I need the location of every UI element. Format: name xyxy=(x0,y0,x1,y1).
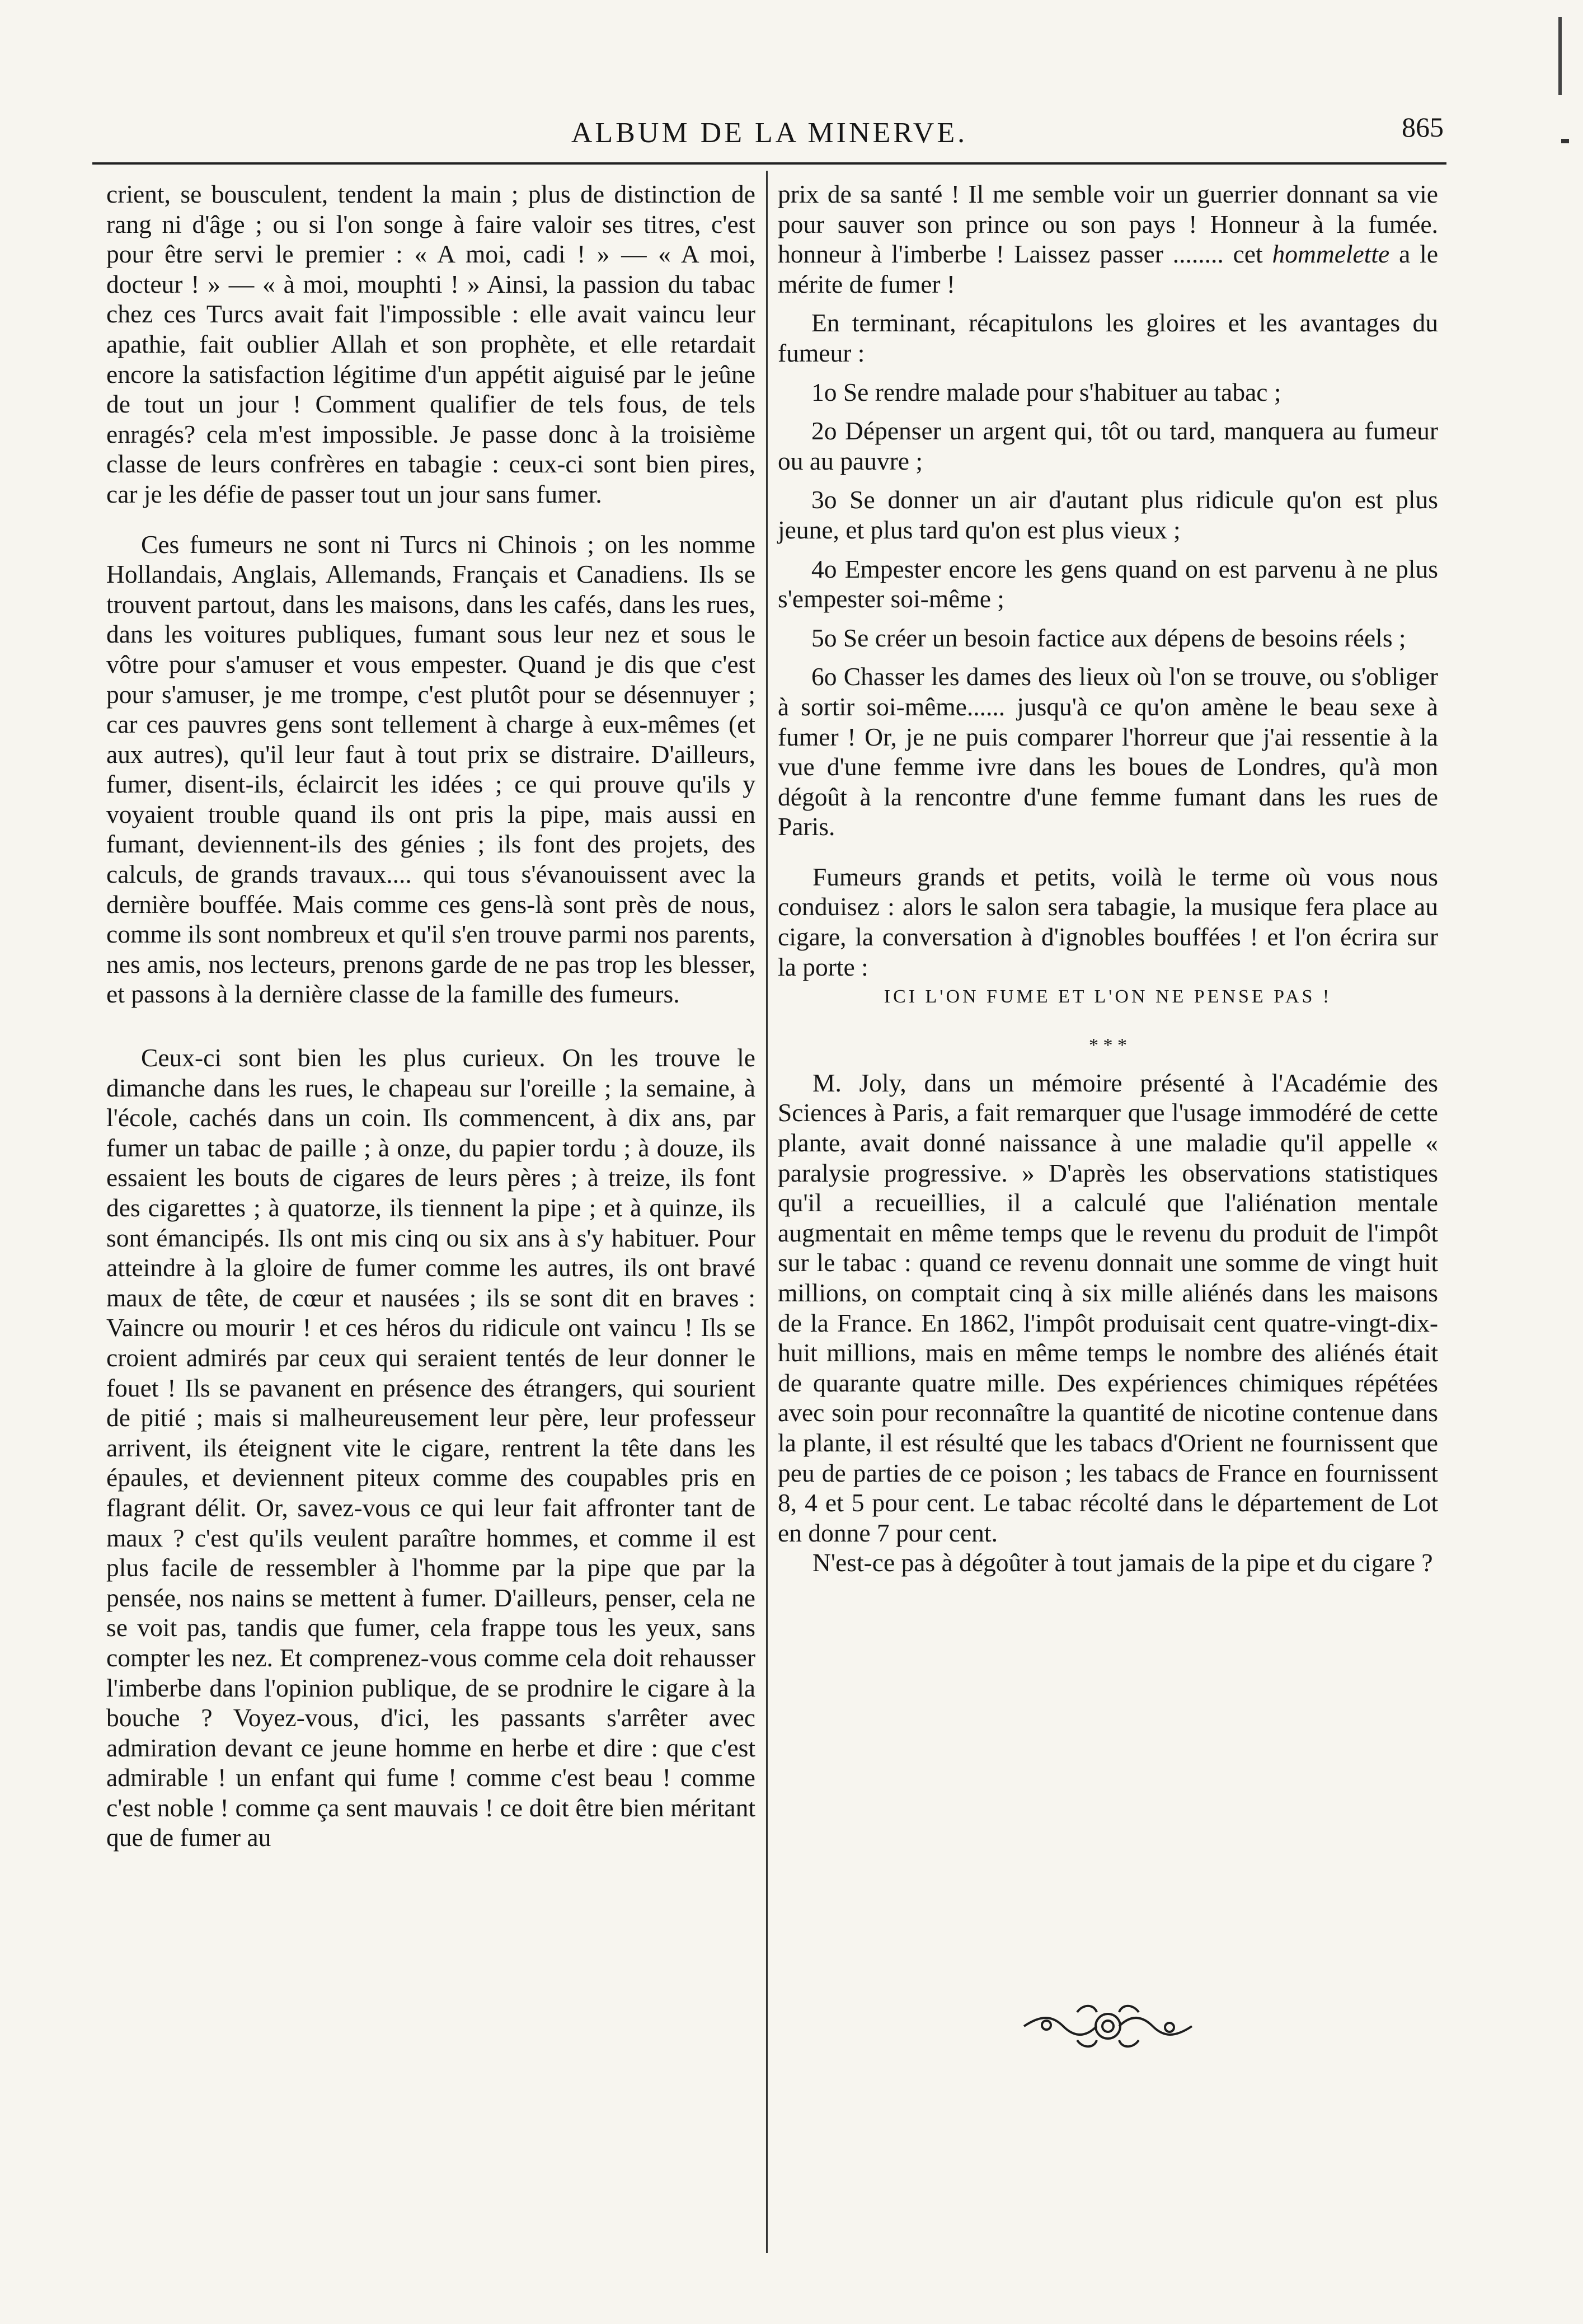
list-item: 4o Empester encore les gens quand on est parvenu à ne plus s'empester soi-même ; xyxy=(778,554,1438,613)
right-paragraph-3: Fumeurs grands et petits, voilà le terme où vous nous conduisez : alors le salon sera tabagie, la musique fera place au cigare, la conversation à d'ignobles bouffées ! et l'on écrira sur la porte : xyxy=(778,862,1438,981)
hommelette-word: hommelette xyxy=(1272,240,1390,269)
page-header xyxy=(95,106,1444,151)
running-title: ALBUM DE LA MINERVE. xyxy=(571,117,968,149)
page-number: 865 xyxy=(1402,111,1444,143)
column-divider xyxy=(766,171,768,2253)
right-paragraph-1-end: a le mérite de fumer ! xyxy=(778,240,1439,298)
right-paragraph-2: En terminant, récapitulons les gloires et les avantages du fumeur : xyxy=(778,308,1438,367)
list-item: 1o Se rendre malade pour s'habituer au tabac ; xyxy=(811,377,1281,406)
left-paragraph-1: crient, se bousculent, tendent la main ; plus de distinction de rang ni d'âge ; ou si l'on songe à faire valoir ses titres, c'est pour être servi le premier : « A moi, cadi ! » — « A moi, docteur ! » — « à moi, mouphti ! » Ainsi, la passion du tabac chez ces Turcs avait fait l'impossible : elle avait vaincu leur apathie, fait oublier Allah et son prophète, et elle retardait encore la satisfaction légitime d'un appétit aiguisé par le jeûne de tout un jour ! Comment qualifier de tels fous, de tels enragés? cela m'est impossible. Je passe donc à la troisième classe de leurs confrères en tabagie : ceux-ci sont bien pires, car je les défie de passer tout un jour sans fumer. xyxy=(106,180,755,508)
list-item: 3o Se donner un air d'autant plus ridicule qu'on est plus jeune, et plus tard qu'on est plus vieux ; xyxy=(778,485,1438,544)
left-paragraph-3: Ceux-ci sont bien les plus curieux. On les trouve le dimanche dans les rues, le chapeau sur l'oreille ; la semaine, à l'école, cachés dans un coin. Ils commencent, à dix ans, par fumer un tabac de paille ; à onze, du papier tordu ; à douze, ils essaient les bouts de cigares de leurs pères ; à treize, ils font des cigarettes ; à quatorze, ils tiennent la pipe ; et à quinze, ils sont émancipés. Ils ont mis cinq ou six ans à s'y habituer. Pour atteindre à la gloire de fumer comme les autres, ils ont bravé maux de tête, de cœur et nausées ; ils se sont dit en braves : Vaincre ou mourir ! et ces héros du ridicule ont vaincu ! Ils se croient admirés par ceux qui seraient tentés de leur donner le fouet ! Ils se pavanent en présence des étrangers, qui sourient de pitié ; mais si malheureusement leur père, leur professeur arrivent, ils éteignent vite le cigare, rentrent la tête dans les épaules, et deviennent piteux comme des coupables pris en flagrant délit. Or, savez-vous ce qui leur fait affronter tant de maux ? c'est qu'ils veulent paraître hommes, et comme il est plus facile de ressembler à l'homme par la pipe que par la pensée, nos nains se mettent à fumer. D'ailleurs, penser, cela ne se voit pas, tandis que fumer, cela frappe tous les yeux, sans compter les nez. Et comprenez-vous comme cela doit rehausser l'imberbe dans l'opinion publique, de se prodnire le cigare à la bouche ? Voyez-vous, d'ici, les passants s'arrêter avec admiration devant ce jeune homme en herbe et dire : que c'est admirable ! un enfant qui fume ! comme c'est beau ! comme c'est noble ! comme ça sent mauvais ! ce doit être bien méritant que de fumer au xyxy=(106,1043,755,1852)
right-paragraph-4: M. Joly, dans un mémoire présenté à l'Académie des Sciences à Paris, a fait remarquer que l'usage immodéré de cette plante, avait donné naissance à une maladie qu'il appelle « paralysie progressive. » D'après les observations statistiques qu'il a recueillies, il a calculé que l'aliénation mentale augmentait en même temps que le revenu du produit de l'impôt sur le tabac : quand ce revenu donnait une somme de vingt huit millions, on comptait cinq à six mille aliénés dans les maisons de la France. En 1862, l'impôt produisait cent quatre-vingt-dix-huit millions, mais en même temps le nombre des aliénés était de quarante quatre mille. Des expériences chimiques répétées avec soin pour reconnaître la quantité de nicotine contenue dans la plante, il est résulté que les tabacs d'Orient ne fournissent que peu de parties de ce poison ; les tabacs de France en fournissent 8, 4 et 5 pour cent. Le tabac récolté dans le département de Lot en donne 7 pour cent. xyxy=(778,1068,1438,1547)
left-paragraph-2: Ces fumeurs ne sont ni Turcs ni Chinois ; on les nomme Hollandais, Anglais, Allemands, Français et Canadiens. Ils se trouvent partout, dans les maisons, dans les cafés, dans les rues, dans les voitures publiques, fumant sous leur nez et sous le vôtre pour s'amuser et vous empester. Quand je dis que c'est pour s'amuser, je me trompe, c'est plutôt pour se désennuyer ; car ces pauvres gens sont tellement à charge à eux-mêmes (et aux autres), qu'il leur faut à tout prix se distraire. D'ailleurs, fumer, disent-ils, éclaircit les idées ; ce qui prouve qu'ils y voyaient trouble quand ils ont pris la pipe, mais aussi en fumant, deviennent-ils des génies ; ils font des projets, des calculs, de grands travaux.... qui tous s'évanouissent avec la dernière bouffée. Mais comme ces gens-là sont près de nous, comme ils sont nombreux et qu'il s'en trouve parmi nos parents, nes amis, nos lecteurs, prenons garde de ne pas trop les blesser, et passons à la dernière classe de la famille des fumeurs. xyxy=(106,530,756,1009)
door-inscription: ICI L'ON FUME ET L'ON NE PENSE PAS ! xyxy=(884,986,1332,1008)
left-column xyxy=(106,179,755,1853)
tailpiece-ornament-icon xyxy=(1018,1993,1197,2060)
header-rule xyxy=(92,162,1446,165)
list-item: 6o Chasser les dames des lieux où l'on se trouve, ou s'obliger à sortir soi-même...... jusqu'à ce qu'on amène le beau sexe à fumer ! Or, je ne puis comparer l'horreur que j'ai ressentie à la vue d'une femme ivre dans les boues de Londres, qu'à mon dégoût à la rencontre d'une femme fumant dans les rues de Paris. xyxy=(778,662,1438,841)
section-stars: * * * xyxy=(1089,1034,1127,1056)
page-edge-mark xyxy=(1558,17,1562,95)
margin-mark xyxy=(1561,139,1569,143)
right-paragraph-1-start: prix de sa santé ! Il me semble voir un guerrier donnant sa vie pour sauver son prince ou son pays ! Honneur à la fumée. honneur à l'imberbe ! Laissez passer ........ cet xyxy=(778,180,1438,269)
list-item: 2o Dépenser un argent qui, tôt ou tard, manquera au fumeur ou au pauvre ; xyxy=(778,416,1438,475)
right-column xyxy=(778,179,1438,1578)
right-paragraph-1 xyxy=(778,179,1438,299)
list-item: 5o Se créer un besoin factice aux dépens de besoins réels ; xyxy=(811,623,1406,652)
right-paragraph-5: N'est-ce pas à dégoûter à tout jamais de la pipe et du cigare ? xyxy=(812,1548,1433,1577)
